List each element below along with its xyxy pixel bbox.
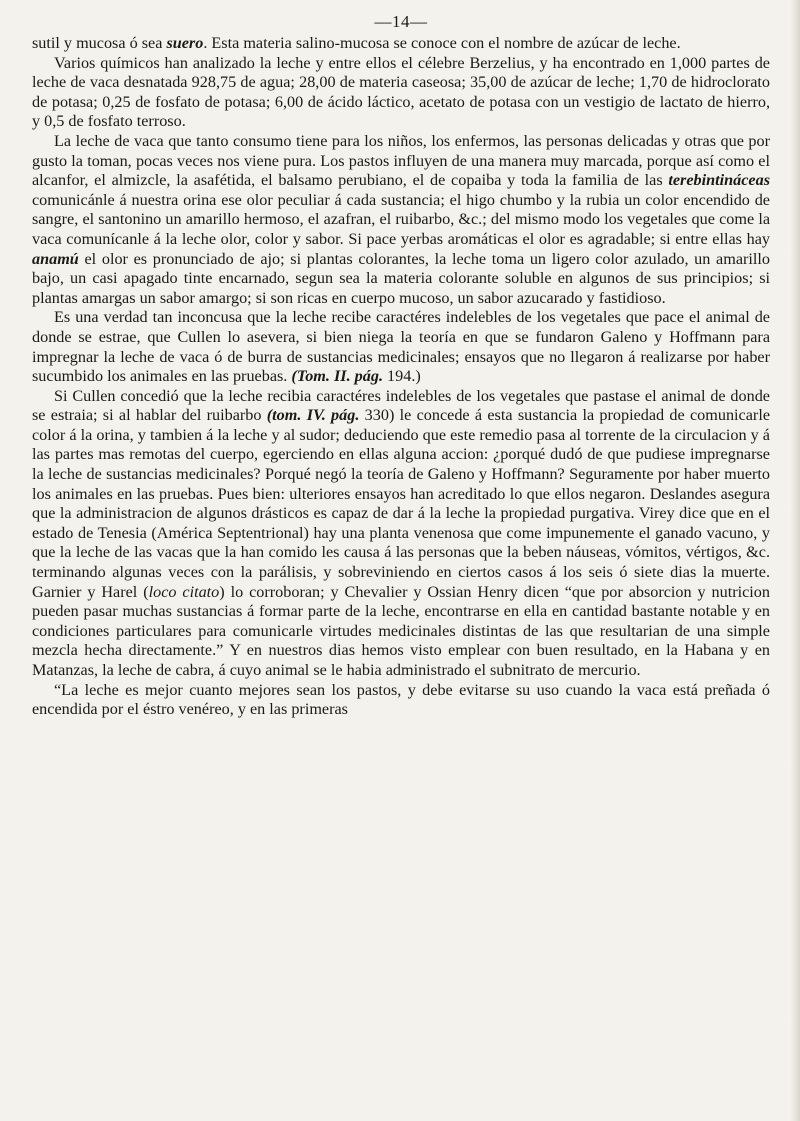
emphasized-text: anamú bbox=[32, 249, 79, 268]
page-edge-shadow bbox=[790, 0, 800, 1121]
text-run: comunicánle á nuestra orina ese olor peculiar á cada sustancia; el higo chumbo y la rubia un color encendido de sangre, el santonino un amarillo hermoso, el azafran, el ruibarbo, &c.; del mismo modo los vegetales que come la vaca comunícanle á la leche olor, color y sabor. Si pace yerbas aromáticas el olor es agradable; si entre ellas hay bbox=[32, 190, 770, 248]
text-run: el olor es pronunciado de ajo; si plantas colorantes, la leche toma un ligero color azulado, un amarillo bajo, un casi apagado tinte encarnado, segun sea la materia colorante soluble en algunos de sus principios; si plantas amargas un sabor amargo; si son ricas en cuerpo mucoso, un sabor azucarado y fastidioso. bbox=[32, 249, 770, 307]
text-run: 330) le concede á esta sustancia la propiedad de comunicarle color á la orina, y tambien á la leche y al sudor; deduciendo que este remedio pasa al torrente de la circulacion y á las partes mas remotas del cuerpo, egerciendo en ellas alguna accion: ¿porqué dudó de que pudiese impregnarse la leche de sustancias medicinales? Porqué negó la teoría de Galeno y Hoffmann? Seguramente por haber muerto los animales en las pruebas. Pues bien: ulteriores ensayos han acreditado lo que ellos negaron. Deslandes asegura que la administracion de algunos drásticos es capaz de dar á la leche la propiedad purgativa. Virey dice que en el estado de Tenesia (América Septentrional) hay una planta venenosa que come impunemente el ganado vacuno, y que la leche de las vacas que la han comido les causa á las personas que la beben náuseas, vómitos, vértigos, &c. terminando algunas veces con la parálisis, y sobreviniendo en ciertos casos á los seis ó siete dias la muerte. Garnier y Harel ( bbox=[32, 406, 770, 601]
paragraph bbox=[32, 132, 770, 308]
paragraph bbox=[32, 34, 770, 54]
italic-text: loco citato bbox=[148, 582, 220, 601]
text-run: Varios químicos han analizado la leche y entre ellos el célebre Berzelius, y ha encontrado en 1,000 partes de leche de vaca desnatada 928,75 de agua; 28,00 de materia caseosa; 35,00 de azúcar de leche; 1,70 de hidroclorato de potasa; 0,25 de fosfato de potasa; 6,00 de ácido láctico, acetato de potasa con un vestigio de lactato de hierro, y 0,5 de fosfato terroso. bbox=[32, 53, 770, 131]
text-run: ) lo corroboran; y Chevalier y Ossian Henry dicen “que por absorcion y nutricion pueden pasar muchas sustancias á formar parte de la leche, encontrarse en ella en cantidad bastante notable y en condiciones particulares para comunicarle virtudes medicinales distintas de las que resultarian de una simple mezcla hecha directamente.” Y en nuestros dias hemos visto emplear con buen resultado, en la Habana y en Matanzas, la leche de cabra, á cuyo animal se le habia administrado el subnitrato de mercurio. bbox=[32, 582, 770, 679]
paragraph bbox=[32, 54, 770, 132]
paragraph-container bbox=[32, 34, 770, 720]
text-run: “La leche es mejor cuanto mejores sean los pastos, y debe evitarse su uso cuando la vaca está preñada ó encendida por el éstro venéreo, y en las primeras bbox=[32, 680, 770, 719]
paragraph bbox=[32, 681, 770, 720]
text-run: sutil y mucosa ó sea bbox=[32, 34, 167, 52]
text-run: . Esta materia salino-mucosa se conoce con el nombre de azúcar de leche. bbox=[203, 34, 681, 52]
emphasized-text: suero bbox=[166, 34, 204, 52]
text-run: La leche de vaca que tanto consumo tiene para los niños, los enfermos, las personas delicadas y otras que por gusto la toman, pocas veces nos viene pura. Los pastos influyen de una manera muy marcada, porque así como el alcanfor, el almizcle, la asafétida, el balsamo perubiano, el de copaiba y toda la familia de las bbox=[32, 131, 770, 190]
emphasized-text: (tom. IV. pág. bbox=[266, 406, 360, 425]
page-number: —14— bbox=[374, 12, 428, 31]
text-run: Es una verdad tan inconcusa que la leche recibe caractéres indelebles de los vegetales que pace el animal de donde se estrae, que Cullen lo asevera, si bien niega la teoría en que se fundaron Galeno y Hoffmann para impregnar la leche de vaca ó de burra de sustancias medicinales; ensayos que no llegaron á realizarse por haber sucumbido los animales en las pruebas. bbox=[32, 308, 770, 386]
text-run: Si Cullen concedió que la leche recibia caractéres indelebles de los vegetales que pastase el animal de donde se estraia; si al hablar del ruibarbo bbox=[32, 386, 770, 425]
emphasized-text: terebintináceas bbox=[668, 171, 770, 190]
emphasized-text: (Tom. II. pág. bbox=[291, 367, 383, 386]
paragraph bbox=[32, 308, 770, 386]
text-body bbox=[32, 10, 770, 720]
text-run: 194.) bbox=[383, 367, 421, 386]
paragraph bbox=[32, 387, 770, 681]
